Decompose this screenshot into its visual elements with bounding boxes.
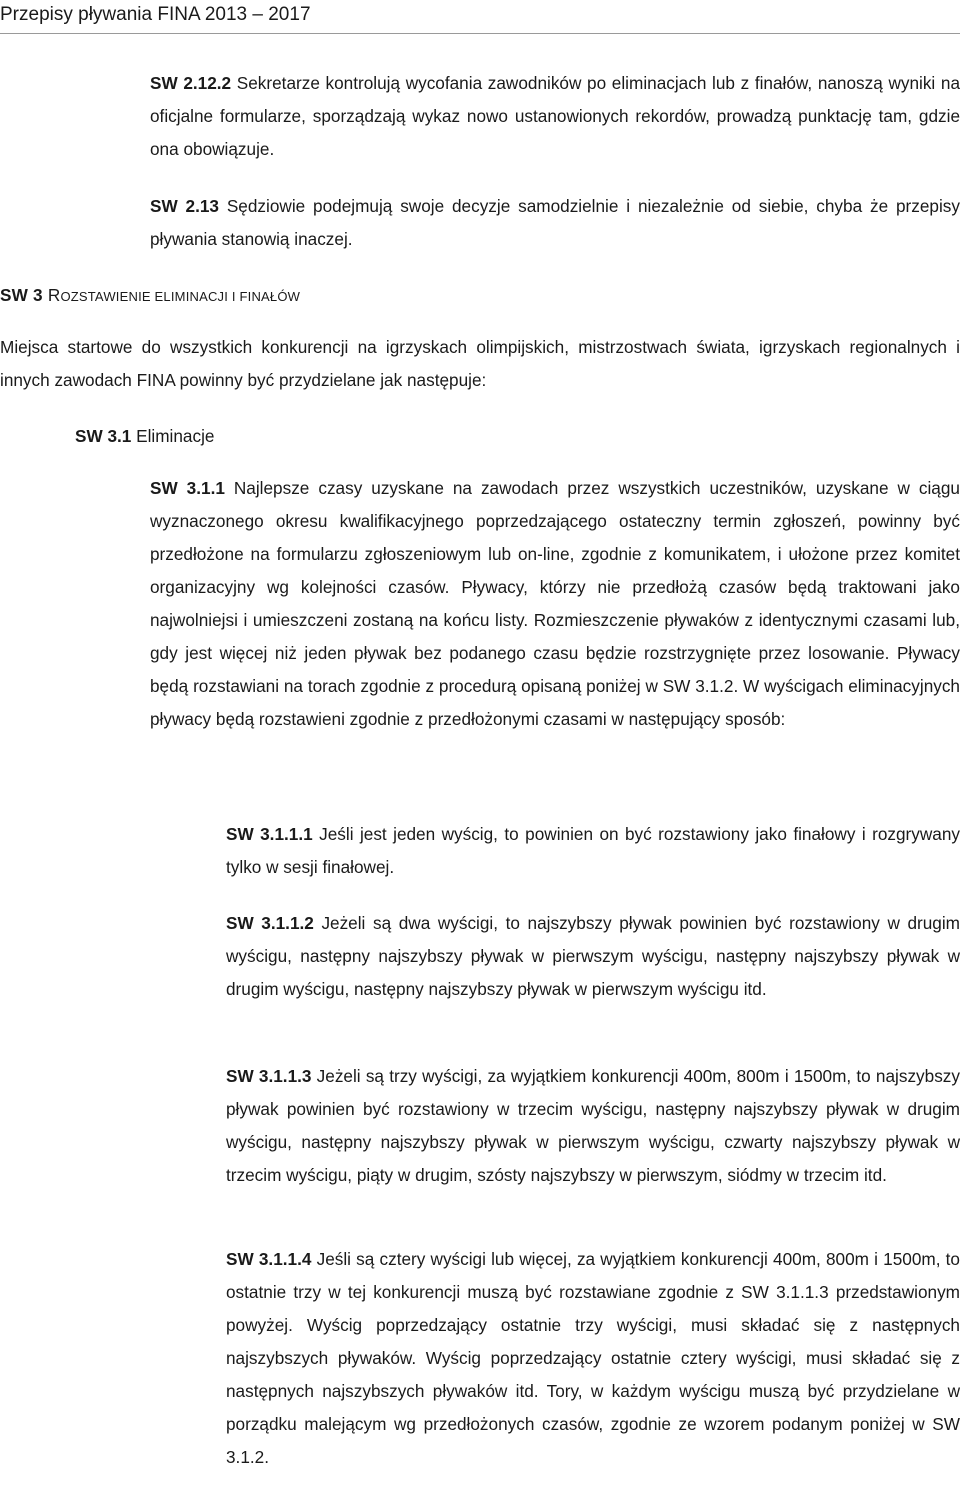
rule-text: Jeśli są cztery wyścigi lub więcej, za wyjątkiem konkurencji 400m, 800m i 1500m, to ostatnie trzy w tej konkurencji muszą być rozstawiane zgodnie z SW 3.1.1.3 przedstawionym powyżej. Wyścig poprzedzający ostatnie trzy wyścigi, musi składać się z następnych najszybszych pływaków. Wyścig poprzedzający ostatnie cztery wyścigi, musi składać się z następnych najszybszych pływaków itd. Tory, w każdym wyścigu muszą być przydzielane w porządku malejącym wg przedłożonych czasów, zgodnie ze wzorem podanym poniżej w SW 3.1.2. xyxy=(226,1249,960,1467)
page-header xyxy=(0,0,960,36)
subsection-code: SW 3.1 xyxy=(75,426,132,446)
rule-sw-3-1-1-2 xyxy=(226,907,960,1006)
rule-code: SW 3.1.1.1 xyxy=(226,824,313,844)
rule-sw-2-13 xyxy=(150,190,960,256)
rule-code: SW 2.13 xyxy=(150,196,219,216)
rule-code: SW 3.1.1.4 xyxy=(226,1249,312,1269)
rule-code: SW 3.1.1 xyxy=(150,478,225,498)
rule-code: SW 3.1.1.3 xyxy=(226,1066,312,1086)
subsection-title: Eliminacje xyxy=(131,426,215,446)
section-code: SW 3 xyxy=(0,285,43,305)
rule-sw-3-1-1-4 xyxy=(226,1243,960,1474)
section-intro-text: Miejsca startowe do wszystkich konkurencji na igrzyskach olimpijskich, mistrzostwach świata, igrzyskach regionalnych i innych zawodach FINA powinny być przydzielane jak następuje: xyxy=(0,337,960,390)
subsection-sw-3-1 xyxy=(75,420,960,453)
section-heading-sw-3 xyxy=(0,279,960,313)
rule-sw-3-1-1-3 xyxy=(226,1060,960,1192)
rule-text: Najlepsze czasy uzyskane na zawodach przez wszystkich uczestników, uzyskane w ciągu wyznaczonego okresu kwalifikacyjnego poprzedzającego ostateczny termin zgłoszeń, powinny być przedłożone na formularzu zgłoszeniowym lub on-line, zgodnie z komunikatem, i ułożone przez komitet organizacyjny wg kolejności czasów. Pływacy, którzy nie przedłożą czasów będą traktowani jako najwolniejsi i umieszczeni zostaną na końcu listy. Rozmieszczenie pływaków z identycznymi czasami lub, gdy jest więcej niż jeden pływak bez podanego czasu będzie rozstrzygnięte przez losowanie. Pływacy będą rozstawiani na torach zgodnie z procedurą opisaną poniżej w SW 3.1.2. W wyścigach eliminacyjnych pływacy będą rozstawieni zgodnie z przedłożonymi czasami w następujący sposób: xyxy=(150,478,960,729)
section-heading-rest: OZSTAWIENIE ELIMINACJI I FINAŁÓW xyxy=(60,289,301,304)
rule-sw-3-1-1-1 xyxy=(226,818,960,884)
section-intro xyxy=(0,331,960,397)
rule-text: Jeżeli są dwa wyścigi, to najszybszy pływak powinien być rozstawiony w drugim wyścigu, następny najszybszy pływak w pierwszym wyścigu, następny najszybszy pływak w drugim wyścigu, następny najszybszy pływak w pierwszym wyścigu itd. xyxy=(226,913,960,999)
rule-code: SW 2.12.2 xyxy=(150,73,232,93)
rule-sw-2-12-2 xyxy=(150,67,960,166)
rule-text: Sędziowie podejmują swoje decyzje samodzielnie i niezależnie od siebie, chyba że przepisy pływania stanowią inaczej. xyxy=(150,196,960,249)
document-title: Przepisy pływania FINA 2013 – 2017 xyxy=(0,4,311,25)
header-divider xyxy=(0,33,960,34)
rule-text: Jeżeli są trzy wyścigi, za wyjątkiem konkurencji 400m, 800m i 1500m, to najszybszy pływak powinien być rozstawiony w trzecim wyścigu, następny najszybszy pływak w drugim wyścigu, następny najszybszy pływak w pierwszym wyścigu, czwarty najszybszy pływak w trzecim wyścigu, piąty w drugim, szósty najszybszy w pierwszym, siódmy w trzecim itd. xyxy=(226,1066,960,1185)
rule-sw-3-1-1 xyxy=(150,472,960,736)
section-heading-initial: R xyxy=(47,285,61,305)
rule-code: SW 3.1.1.2 xyxy=(226,913,314,933)
rule-text: Sekretarze kontrolują wycofania zawodników po eliminacjach lub z finałów, nanoszą wyniki na oficjalne formularze, sporządzają wykaz nowo ustanowionych rekordów, prowadzą punktację tam, gdzie ona obowiązuje. xyxy=(150,73,960,159)
rule-text: Jeśli jest jeden wyścig, to powinien on być rozstawiony jako finałowy i rozgrywany tylko w sesji finałowej. xyxy=(226,824,960,877)
